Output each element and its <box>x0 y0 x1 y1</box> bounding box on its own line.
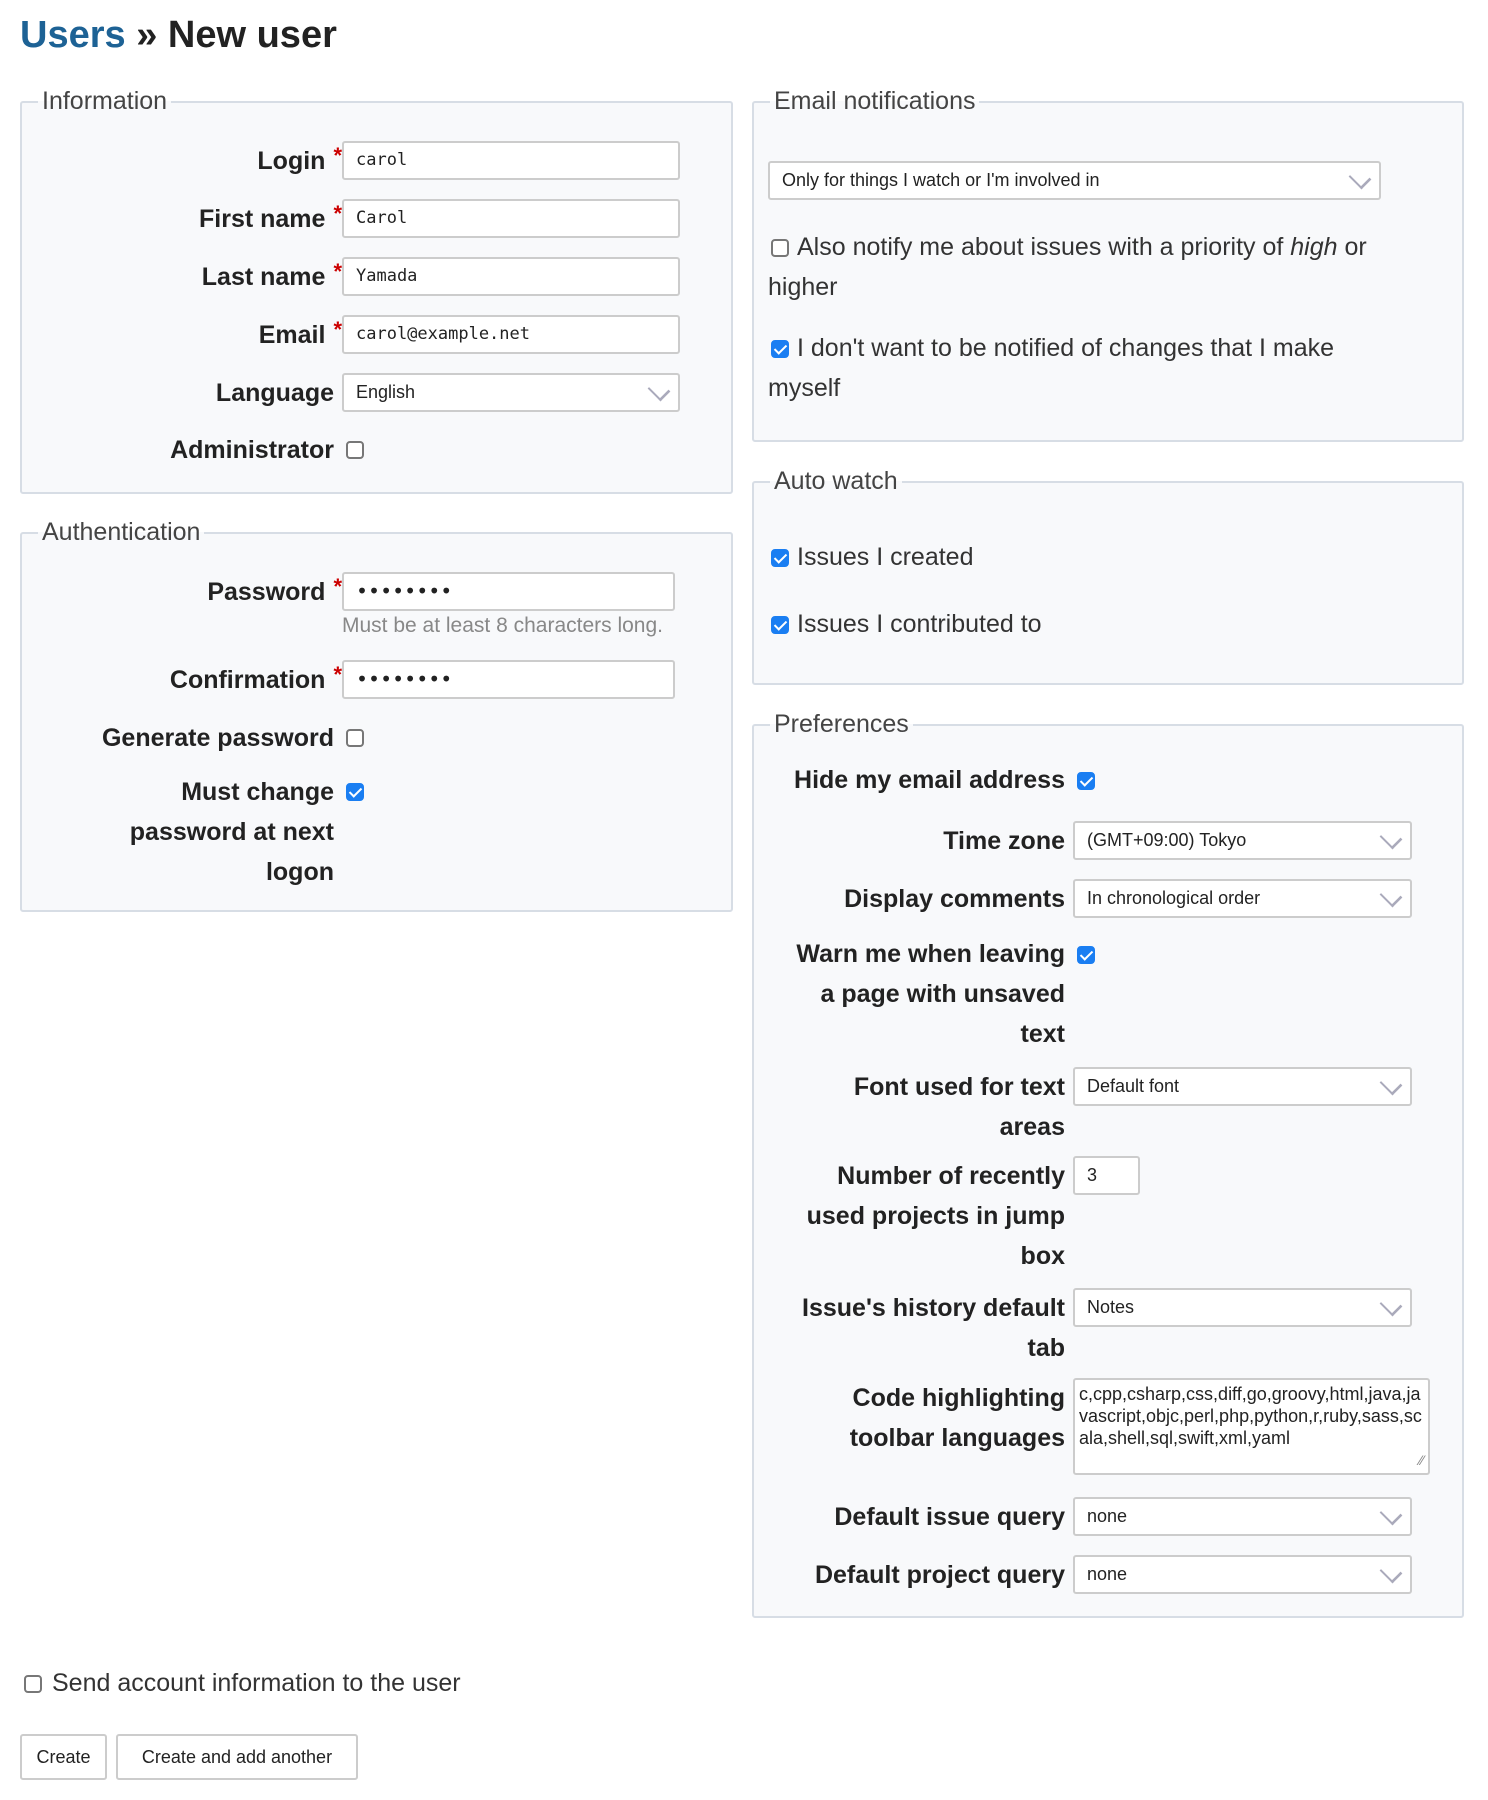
recent-projects-input[interactable]: 3 <box>1073 1156 1140 1195</box>
send-information-checkbox[interactable] <box>24 1675 42 1693</box>
default-issue-query-label: Default issue query <box>834 1503 1065 1531</box>
email-notifications-legend: Email notifications <box>770 84 979 118</box>
must-change-password-label: Must change password at next logon <box>129 778 334 886</box>
history-tab-select[interactable] <box>1073 1288 1412 1327</box>
password-hint: Must be at least 8 characters long. <box>342 614 663 637</box>
no-self-notified-option: I don't want to be notified of changes that I make myself <box>768 334 1335 402</box>
warn-unsaved-label: Warn me when leaving a page with unsaved text <box>796 940 1065 1048</box>
history-tab-label: Issue's history default tab <box>802 1294 1065 1362</box>
notification-mode-select[interactable] <box>768 161 1381 200</box>
issues-created-option: Issues I created <box>771 537 973 577</box>
must-change-password-checkbox[interactable] <box>346 783 364 801</box>
time-zone-value: (GMT+09:00) Tokyo <box>1087 830 1247 850</box>
send-information-option: Send account information to the user <box>24 1663 461 1703</box>
warn-unsaved-checkbox[interactable] <box>1077 946 1095 964</box>
high-priority-option: Also notify me about issues with a priority of high or higher <box>768 233 1367 301</box>
information-fieldset <box>20 87 733 494</box>
chevron-down-icon <box>1349 167 1372 190</box>
authentication-fieldset <box>20 518 733 912</box>
authentication-legend: Authentication <box>38 515 204 549</box>
chevron-down-icon <box>1380 827 1403 850</box>
language-value: English <box>356 382 416 402</box>
create-button[interactable]: Create <box>20 1734 107 1780</box>
email-notifications-fieldset <box>752 87 1464 442</box>
chevron-down-icon <box>648 379 671 402</box>
textarea-font-label: Font used for text areas <box>853 1073 1065 1141</box>
last-name-input[interactable]: Yamada <box>342 257 680 296</box>
hide-mail-checkbox[interactable] <box>1077 772 1095 790</box>
language-label: Language <box>215 379 334 407</box>
page-title <box>20 14 337 57</box>
issues-contributed-option: Issues I contributed to <box>771 604 1042 644</box>
default-project-query-value: none <box>1087 1564 1128 1584</box>
first-name-label: First name * <box>199 201 342 233</box>
administrator-label: Administrator <box>170 436 334 464</box>
issues-created-checkbox[interactable] <box>771 549 789 567</box>
language-select[interactable] <box>342 373 680 412</box>
breadcrumb-current: New user <box>167 14 337 56</box>
auto-watch-legend: Auto watch <box>770 464 902 498</box>
default-issue-query-select[interactable] <box>1073 1497 1412 1536</box>
breadcrumb-users-link[interactable]: Users <box>20 14 126 56</box>
no-self-notified-checkbox[interactable] <box>771 340 789 358</box>
email-label: Email * <box>258 317 342 349</box>
chevron-down-icon <box>1380 1561 1403 1584</box>
hide-mail-label: Hide my email address <box>794 766 1065 794</box>
chevron-down-icon <box>1380 885 1403 908</box>
comments-order-label: Display comments <box>844 885 1065 913</box>
confirmation-label: Confirmation * <box>169 662 342 694</box>
chevron-down-icon <box>1380 1073 1403 1096</box>
create-and-add-another-button[interactable]: Create and add another <box>116 1734 358 1780</box>
confirmation-input[interactable]: •••••••• <box>342 660 675 699</box>
preferences-fieldset <box>752 710 1464 1618</box>
high-priority-checkbox[interactable] <box>771 239 789 257</box>
textarea-font-select[interactable] <box>1073 1067 1412 1106</box>
chevron-down-icon <box>1380 1294 1403 1317</box>
password-input[interactable]: •••••••• <box>342 572 675 611</box>
first-name-input[interactable]: Carol <box>342 199 680 238</box>
issues-contributed-checkbox[interactable] <box>771 616 789 634</box>
comments-order-value: In chronological order <box>1087 888 1261 908</box>
chevron-down-icon <box>1380 1503 1403 1526</box>
preferences-legend: Preferences <box>770 707 913 741</box>
textarea-font-value: Default font <box>1087 1076 1180 1096</box>
time-zone-label: Time zone <box>943 827 1065 855</box>
code-languages-label: Code highlighting toolbar languages <box>849 1384 1065 1452</box>
login-input[interactable]: carol <box>342 141 680 180</box>
breadcrumb-separator: » <box>136 14 158 56</box>
default-issue-query-value: none <box>1087 1506 1128 1526</box>
default-project-query-select[interactable] <box>1073 1555 1412 1594</box>
default-project-query-label: Default project query <box>814 1561 1065 1589</box>
notification-mode-value: Only for things I watch or I'm involved in <box>782 170 1100 190</box>
history-tab-value: Notes <box>1087 1297 1135 1317</box>
recent-projects-label: Number of recently used projects in jump box <box>806 1162 1065 1270</box>
generate-password-label: Generate password <box>101 724 334 752</box>
email-input[interactable]: carol@example.net <box>342 315 680 354</box>
last-name-label: Last name * <box>201 259 342 291</box>
code-languages-textarea[interactable]: c,cpp,csharp,css,diff,go,groovy,html,java,javascript,objc,perl,php,python,r,ruby,sass,scala,shell,sql,swift,xml,yaml ⁄⁄ <box>1073 1378 1430 1475</box>
administrator-checkbox[interactable] <box>346 441 364 459</box>
resize-handle-icon[interactable]: ⁄⁄ <box>1419 1452 1424 1468</box>
information-legend: Information <box>38 84 171 118</box>
time-zone-select[interactable] <box>1073 821 1412 860</box>
password-label: Password * <box>207 574 342 606</box>
auto-watch-fieldset <box>752 467 1464 685</box>
comments-order-select[interactable] <box>1073 879 1412 918</box>
login-label: Login * <box>257 143 342 175</box>
generate-password-checkbox[interactable] <box>346 729 364 747</box>
